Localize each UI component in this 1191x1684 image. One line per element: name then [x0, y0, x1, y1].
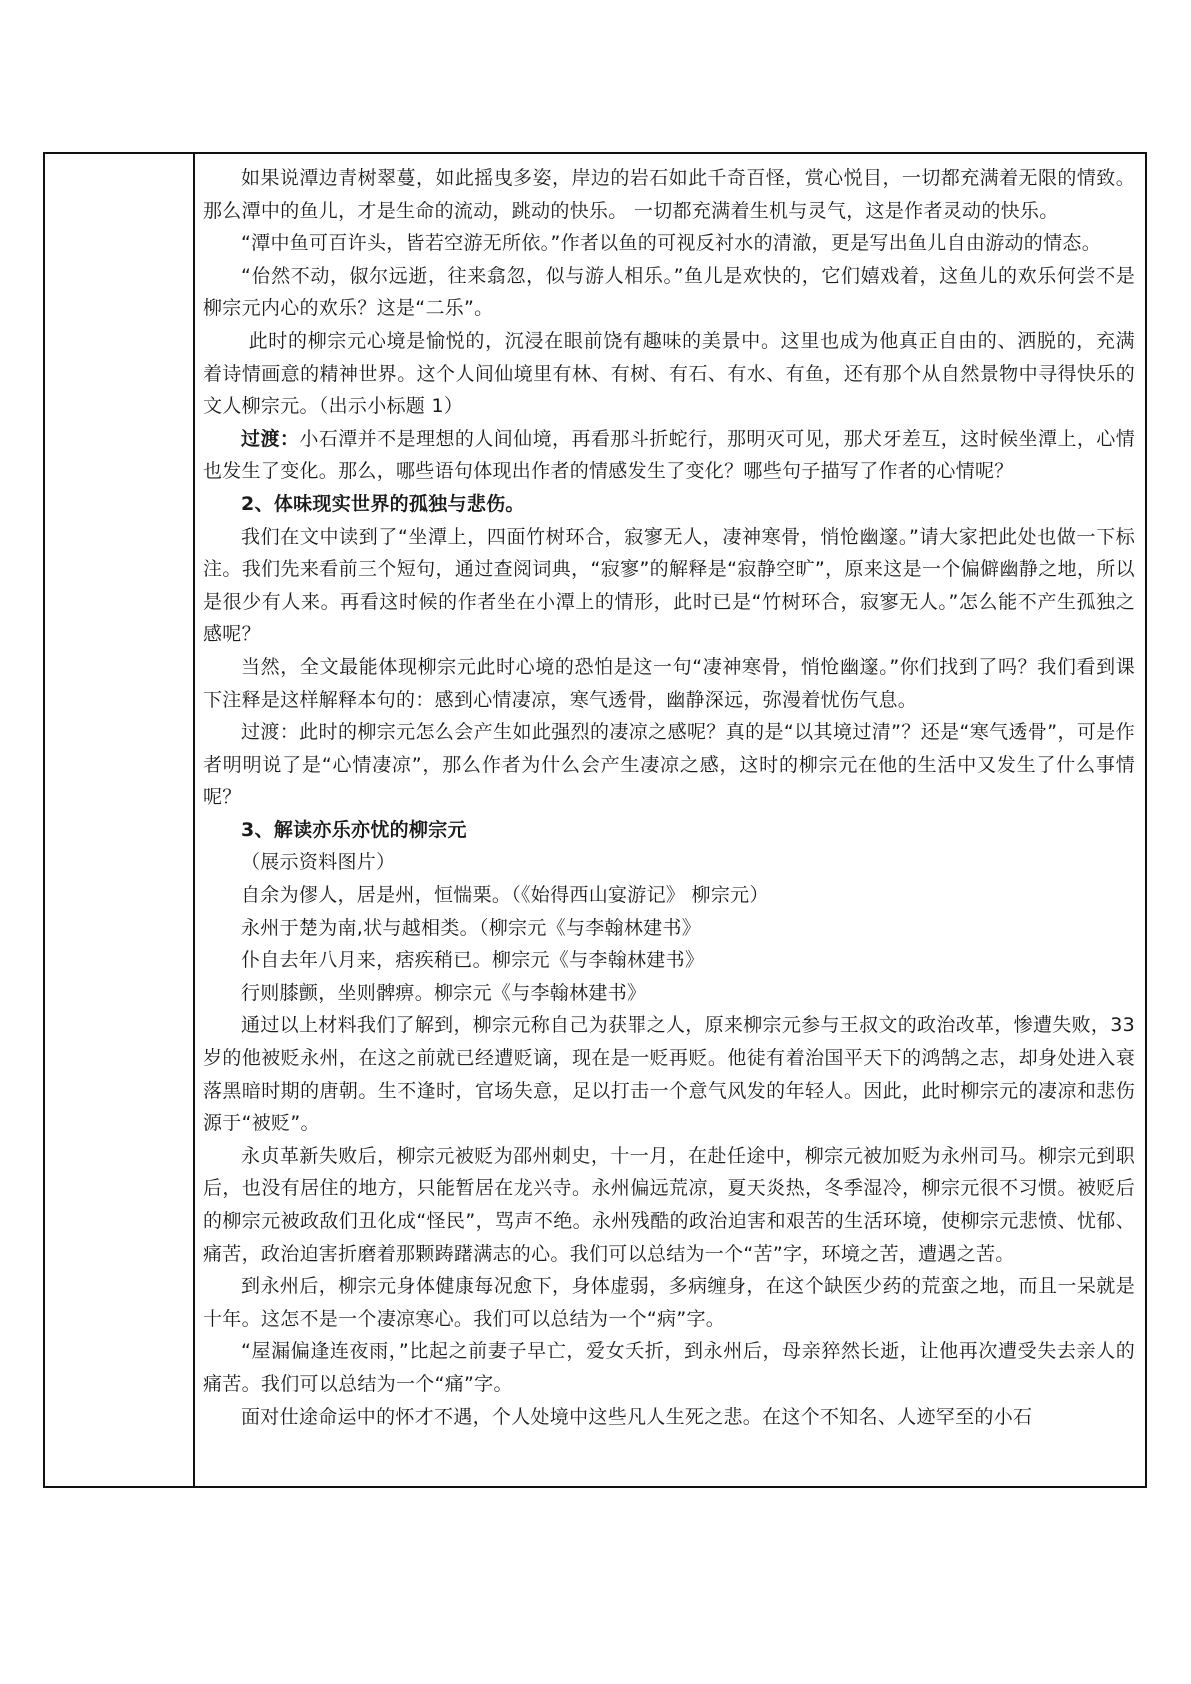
source-line: （展示资料图片）: [241, 851, 396, 874]
transition-text: 小石潭并不是理想的人间仙境，再看那斗折蛇行，那明灭可见，那犬牙差互，这时候坐潭上，心情也发生了变化。那么，哪些语句体现出作者的情感发生了变化？哪些句子描写了作者的心情呢？: [203, 427, 1136, 483]
paragraph: 当然，全文最能体现柳宗元此时心境的恐怕是这一句“凄神寒骨，悄怆幽邃。”你们找到了吗？我们看到课下注释是这样解释本句的：感到心情凄凉，寒气透骨，幽静深远，弥漫着忧伤气息。: [203, 655, 1135, 711]
lesson-text: [195, 154, 1145, 1433]
transition-label: 过渡：: [241, 427, 300, 450]
paragraph: 过渡：此时的柳宗元怎么会产生如此强烈的凄凉之感呢？真的是“以其境过清”？还是“寒气透骨”，可是作者明明说了是“心情凄凉”，那么作者为什么会产生凄凉之感，这时的柳宗元在他的生活中又发生了什么事情呢？: [203, 721, 1135, 809]
paragraph: 我们在文中读到了“坐潭上，四面竹树环合，寂寥无人，凄神寒骨，悄怆幽邃。”请大家把此处也做一下标注。我们先来看前三个短句，通过查阅词典，“寂寥”的解释是“寂静空旷”，原来这是一个偏僻幽静之地，所以是很少有人来。再看这时候的作者坐在小潭上的情形，此时已是“竹树环合，寂寥无人。”怎么能不产生孤独之感呢？: [203, 525, 1135, 646]
paragraph: 面对仕途命运中的怀才不遇，个人处境中这些凡人生死之悲。在这个不知名、人迹罕至的小石: [241, 1405, 1033, 1428]
section-heading: 3、解读亦乐亦忧的柳宗元: [241, 818, 467, 841]
paragraph: 到永州后，柳宗元身体健康每况愈下，身体虚弱，多病缠身，在这个缺医少药的荒蛮之地，而且一呆就是十年。这怎不是一个凄凉寒心。我们可以总结为一个“病”字。: [203, 1275, 1135, 1330]
paragraph-transition: [203, 423, 1135, 488]
paragraph: 通过以上材料我们了解到，柳宗元称自己为获罪之人，原来柳宗元参与王叔文的政治改革，惨遭失败，33 岁的他被贬永州，在这之前就已经遭贬谪，现在是一贬再贬。他徒有着治国平天下的鸿鹄之志，却身处进入衰落黑暗时期的唐朝。生不逢时，官场失意，足以打击一个意气风发的年轻人。因此，此时柳宗元的凄凉和悲伤源于“被贬”。: [203, 1014, 1135, 1135]
paragraph: 如果说潭边青树翠蔓，如此摇曳多姿，岸边的岩石如此千奇百怪，赏心悦目，一切都充满着无限的情致。那么潭中的鱼儿，才是生命的流动，跳动的快乐。 一切都充满着生机与灵气，这是作者灵动的快乐。: [203, 167, 1135, 222]
paragraph: “屋漏偏逢连夜雨，”比起之前妻子早亡，爱女夭折，到永州后，母亲猝然长逝，让他再次遭受失去亲人的痛苦。我们可以总结为一个“痛”字。: [203, 1340, 1135, 1395]
left-empty-cell: [44, 153, 194, 1487]
paragraph: 此时的柳宗元心境是愉悦的，沉浸在眼前饶有趣味的美景中。这里也成为他真正自由的、洒脱的，充满着诗情画意的精神世界。这个人间仙境里有林、有树、有石、有水、有鱼，还有那个从自然景物中寻得快乐的文人柳宗元。（出示小标题 1）: [203, 329, 1135, 418]
source-line: 永州于楚为南,状与越相类。（柳宗元《与李翰林建书》: [241, 916, 702, 939]
lesson-table: [43, 152, 1147, 1488]
paragraph: 永贞革新失败后，柳宗元被贬为邵州刺史，十一月，在赴任途中，柳宗元被加贬为永州司马。柳宗元到职后，也没有居住的地方，只能暂居在龙兴寺。永州偏远荒凉，夏天炎热，冬季湿冷，柳宗元很不习惯。被贬后的柳宗元被政敌们丑化成“怪民”，骂声不绝。永州残酷的政治迫害和艰苦的生活环境，使柳宗元悲愤、忧郁、痛苦，政治迫害折磨着那颗踌躇满志的心。我们可以总结为一个“苦”字，环境之苦，遭遇之苦。: [203, 1144, 1135, 1265]
content-cell: [194, 153, 1146, 1487]
source-line: 行则膝颤，坐则髀痹。柳宗元《与李翰林建书》: [241, 981, 647, 1004]
section-heading: 2、体味现实世界的孤独与悲伤。: [241, 492, 525, 515]
source-line: 仆自去年八月来，痞疾稍已。柳宗元《与李翰林建书》: [241, 949, 705, 972]
source-line: 自余为僇人，居是州，恒惴栗。（《始得西山宴游记》 柳宗元）: [241, 884, 769, 907]
table-row: [44, 153, 1146, 1487]
paragraph: “佁然不动，俶尔远逝，往来翕忽，似与游人相乐。”鱼儿是欢快的，它们嬉戏着，这鱼儿的欢乐何尝不是柳宗元内心的欢乐？这是“二乐”。: [203, 264, 1135, 320]
paragraph: “潭中鱼可百许头，皆若空游无所依。”作者以鱼的可视反衬水的清澈，更是写出鱼儿自由游动的情态。: [241, 232, 1101, 255]
